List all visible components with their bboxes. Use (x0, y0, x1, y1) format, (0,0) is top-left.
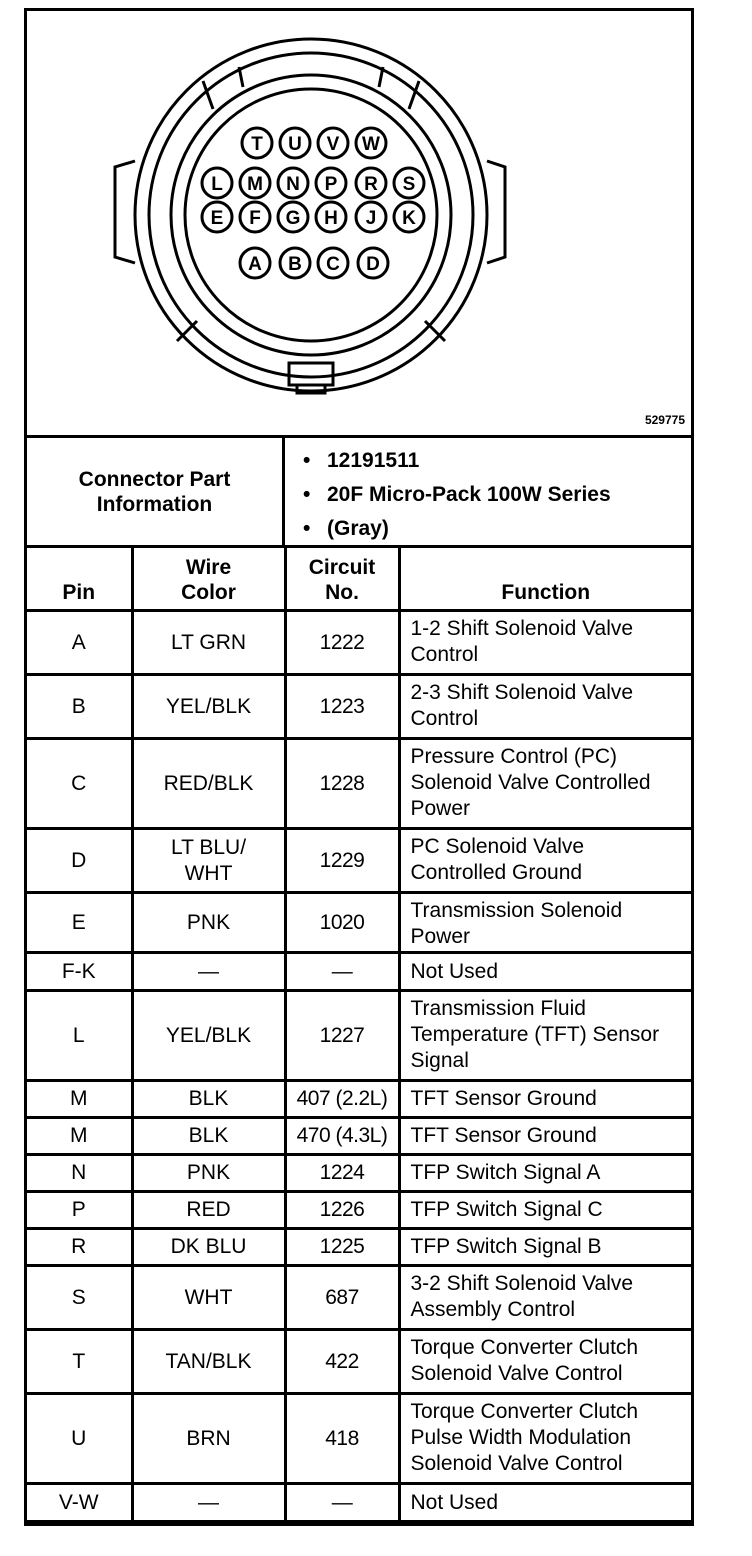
pinout-table (27, 545, 691, 1523)
cell-wire-color: WHT (132, 1266, 285, 1330)
pin-label-h: H (324, 208, 338, 229)
cell-pin: M (27, 1118, 132, 1155)
cell-wire-color: YEL/BLK (132, 675, 285, 739)
cell-circuit: 1229 (285, 829, 399, 893)
cell-function: Transmission Solenoid Power (399, 893, 691, 953)
table-row (27, 1081, 691, 1118)
connector-part-info (27, 435, 691, 545)
cell-wire-color: BLK (132, 1081, 285, 1118)
pin-label-w: W (362, 134, 380, 155)
cell-wire-color: — (132, 1484, 285, 1522)
cell-wire-color: YEL/BLK (132, 991, 285, 1081)
connector-color: • (Gray) (289, 512, 689, 546)
pin-label-f: F (249, 208, 261, 229)
pin-label-e: E (210, 208, 224, 229)
info-label: Connector Part Information (27, 438, 285, 545)
cell-circuit: 1227 (285, 991, 399, 1081)
connector-sheet (24, 8, 694, 1526)
cell-circuit: 407 (2.2L) (285, 1081, 399, 1118)
cell-wire-color: DK BLU (132, 1229, 285, 1266)
cell-pin: P (27, 1192, 132, 1229)
cell-function: Torque Converter Clutch Pulse Width Modulation Solenoid Valve Control (399, 1394, 691, 1484)
pin-cavities (202, 128, 424, 278)
header-wire-color: Wire Color (132, 547, 285, 611)
cell-circuit: 422 (285, 1330, 399, 1394)
cell-function: PC Solenoid Valve Controlled Ground (399, 829, 691, 893)
pin-label-l: L (211, 174, 223, 195)
header-function: Function (399, 547, 691, 611)
cell-function: TFP Switch Signal B (399, 1229, 691, 1266)
cell-pin: F-K (27, 953, 132, 991)
table-row (27, 675, 691, 739)
cell-function: 1-2 Shift Solenoid Valve Control (399, 611, 691, 675)
pin-label-n: N (286, 174, 300, 195)
header-circuit: Circuit No. (285, 547, 399, 611)
cell-circuit: 1222 (285, 611, 399, 675)
pin-label-r: R (364, 174, 378, 195)
cell-pin: L (27, 991, 132, 1081)
cell-function: TFT Sensor Ground (399, 1118, 691, 1155)
cell-circuit: 1224 (285, 1155, 399, 1192)
cell-pin: D (27, 829, 132, 893)
cell-circuit: 1226 (285, 1192, 399, 1229)
cell-function: TFP Switch Signal C (399, 1192, 691, 1229)
table-row (27, 1484, 691, 1522)
connector-diagram (27, 11, 691, 435)
pin-label-t: T (251, 134, 263, 155)
cell-circuit: 1020 (285, 893, 399, 953)
cell-function: Pressure Control (PC) Solenoid Valve Controlled Power (399, 739, 691, 829)
cell-function: 3-2 Shift Solenoid Valve Assembly Control (399, 1266, 691, 1330)
cell-function: Transmission Fluid Temperature (TFT) Sensor Signal (399, 991, 691, 1081)
cell-pin: C (27, 739, 132, 829)
header-pin: Pin (27, 547, 132, 611)
cell-circuit: 1225 (285, 1229, 399, 1266)
table-row (27, 1266, 691, 1330)
table-row (27, 893, 691, 953)
pin-label-k: K (402, 208, 416, 229)
cell-function: Not Used (399, 953, 691, 991)
cell-circuit: 687 (285, 1266, 399, 1330)
table-row (27, 1155, 691, 1192)
pin-label-a: A (248, 254, 262, 275)
cell-wire-color: PNK (132, 1155, 285, 1192)
cell-pin: B (27, 675, 132, 739)
table-row (27, 1330, 691, 1394)
pin-label-v: V (326, 134, 340, 155)
part-number: • 12191511 (289, 444, 689, 478)
cell-wire-color: LT BLU/ WHT (132, 829, 285, 893)
cell-wire-color: RED/BLK (132, 739, 285, 829)
cell-pin: V-W (27, 1484, 132, 1522)
table-row (27, 829, 691, 893)
cell-function: TFP Switch Signal A (399, 1155, 691, 1192)
cell-pin: N (27, 1155, 132, 1192)
pin-label-s: S (402, 174, 416, 195)
connector-face-drawing (27, 11, 691, 435)
table-row (27, 1118, 691, 1155)
connector-series: • 20F Micro-Pack 100W Series (289, 478, 689, 512)
pin-label-u: U (288, 134, 302, 155)
cell-function: Torque Converter Clutch Solenoid Valve Control (399, 1330, 691, 1394)
cell-pin: M (27, 1081, 132, 1118)
cell-circuit: 470 (4.3L) (285, 1118, 399, 1155)
cell-circuit: — (285, 953, 399, 991)
table-row (27, 953, 691, 991)
cell-pin: R (27, 1229, 132, 1266)
table-row (27, 1394, 691, 1484)
cell-wire-color: PNK (132, 893, 285, 953)
cell-circuit: 418 (285, 1394, 399, 1484)
table-row (27, 739, 691, 829)
cell-pin: U (27, 1394, 132, 1484)
cell-circuit: 1228 (285, 739, 399, 829)
cell-circuit: 1223 (285, 675, 399, 739)
pin-label-g: G (285, 208, 301, 229)
cell-wire-color: — (132, 953, 285, 991)
cell-wire-color: BRN (132, 1394, 285, 1484)
info-list (289, 444, 689, 546)
pin-label-d: D (366, 254, 380, 275)
cell-pin: E (27, 893, 132, 953)
pin-label-j: J (365, 208, 377, 229)
table-row (27, 991, 691, 1081)
cell-circuit: — (285, 1484, 399, 1522)
pin-label-m: M (247, 174, 263, 195)
cell-wire-color: LT GRN (132, 611, 285, 675)
cell-wire-color: TAN/BLK (132, 1330, 285, 1394)
figure-id: 529775 (644, 413, 685, 427)
table-row (27, 1229, 691, 1266)
pin-label-p: P (324, 174, 338, 195)
cell-pin: A (27, 611, 132, 675)
pin-label-c: C (326, 254, 340, 275)
cell-wire-color: RED (132, 1192, 285, 1229)
table-row (27, 1192, 691, 1229)
table-row (27, 611, 691, 675)
cell-wire-color: BLK (132, 1118, 285, 1155)
pin-label-b: B (288, 254, 302, 275)
cell-pin: T (27, 1330, 132, 1394)
cell-function: Not Used (399, 1484, 691, 1522)
cell-function: 2-3 Shift Solenoid Valve Control (399, 675, 691, 739)
cell-pin: S (27, 1266, 132, 1330)
cell-function: TFT Sensor Ground (399, 1081, 691, 1118)
